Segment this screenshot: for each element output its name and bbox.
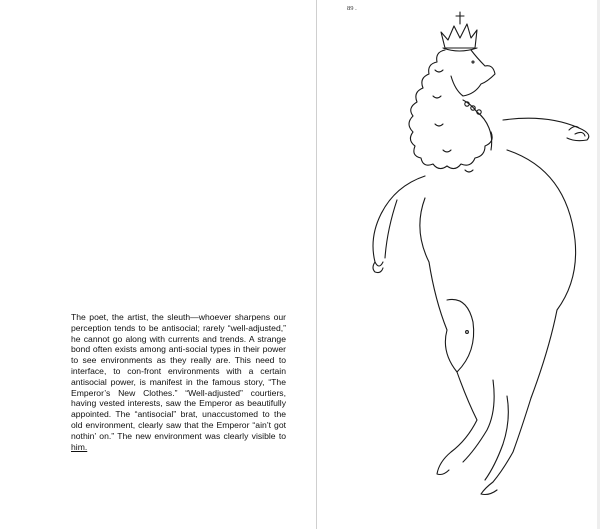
head-icon bbox=[451, 50, 495, 96]
naked-emperor-drawing-icon bbox=[317, 0, 600, 529]
body-text: The poet, the artist, the sleuth—whoever sharpens our perception tends to be antisocial; rarely “well-adjusted,” he cannot go along with currents and trends. A strange bond often exists among anti-social types in their power to see environments as they really are. This need to interface, to con-front environments with a certain antisocial power, is manifest in the famous story, “The Emperor’s New Clothes.” “Well-adjusted” courtiers, having vested interests, saw the Emperor as beautifully appointed. The “antisocial” brat, unaccustomed to the old environment, clearly saw that the Emperor “ain’t got nothin’ on.” The new environment was clearly visible to bbox=[71, 312, 286, 441]
body-icon bbox=[507, 150, 576, 398]
crown-icon bbox=[441, 24, 477, 48]
body-paragraph bbox=[71, 312, 286, 452]
left-leg-icon bbox=[437, 372, 477, 475]
collar-icon bbox=[463, 100, 492, 150]
right-leg-icon bbox=[481, 398, 531, 495]
left-arm-icon bbox=[373, 176, 425, 266]
raised-arm-icon bbox=[503, 118, 589, 140]
page-number: 89 . bbox=[347, 5, 357, 12]
underlined-word: him. bbox=[71, 441, 88, 452]
belly-icon bbox=[447, 299, 474, 372]
